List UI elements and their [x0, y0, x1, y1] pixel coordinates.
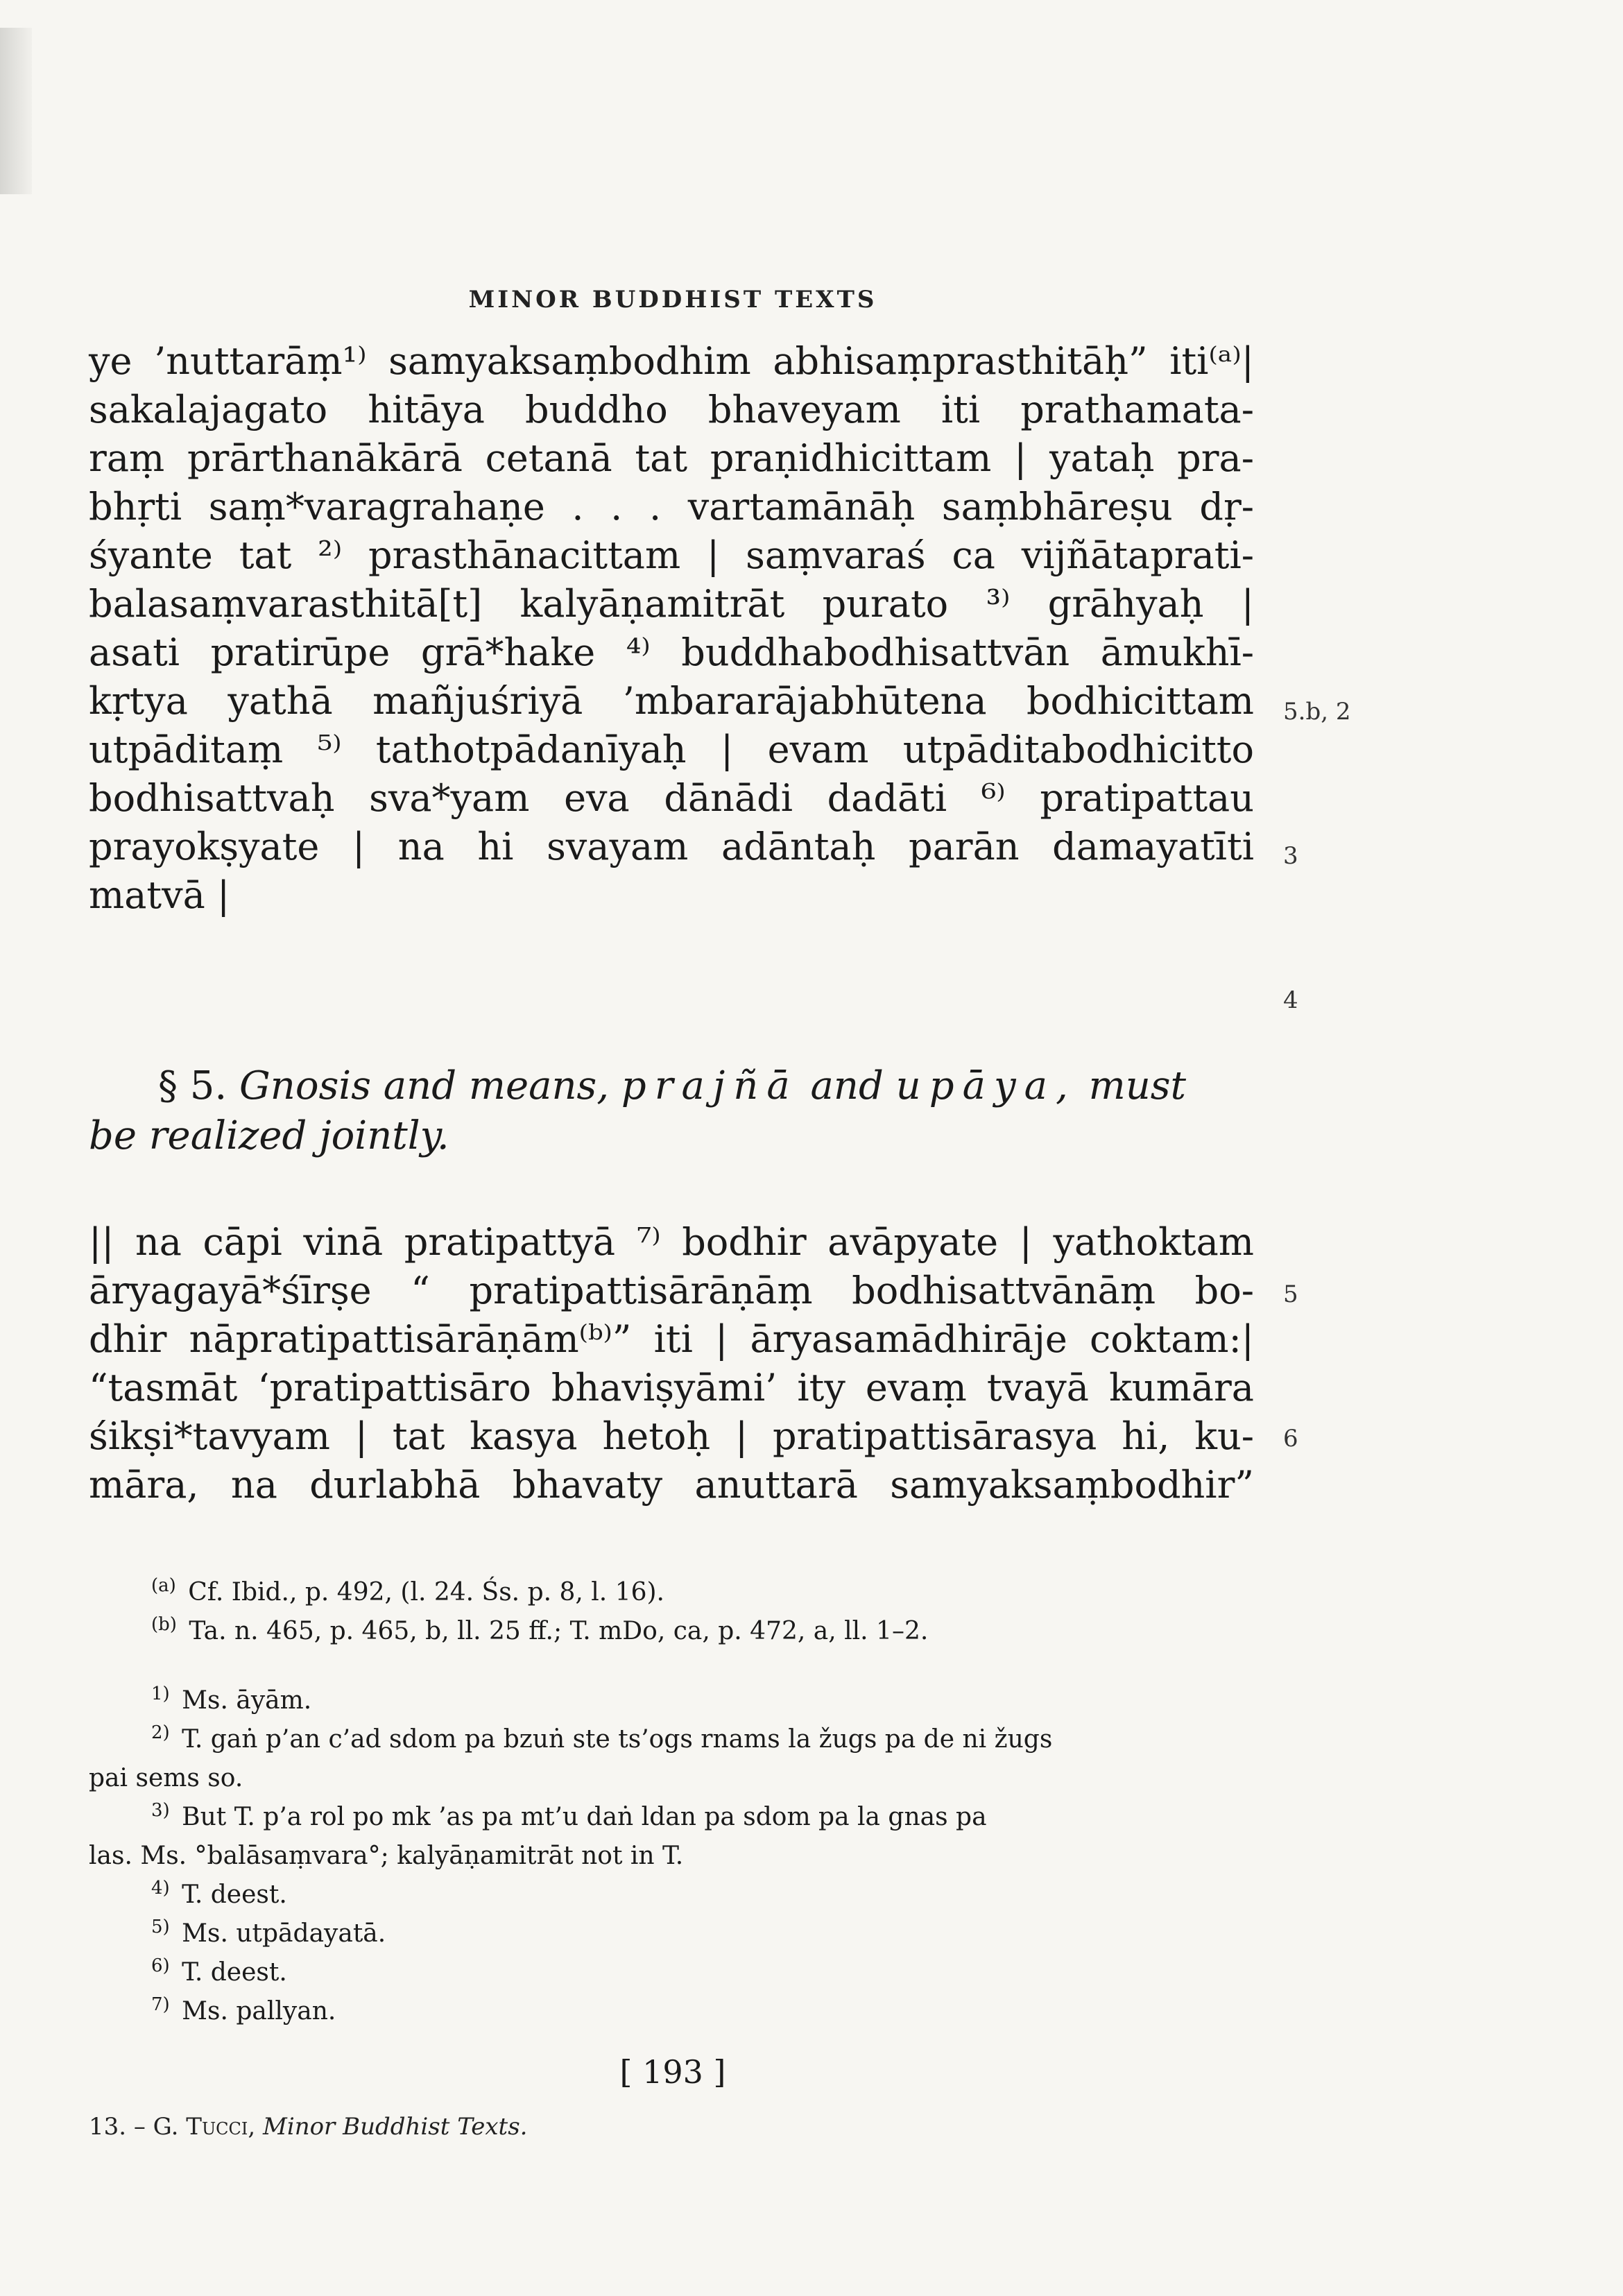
- letter-note: [89, 1573, 1254, 1612]
- section-number: § 5.: [158, 1063, 227, 1108]
- section-term-upaya: upāya,: [895, 1063, 1076, 1108]
- text-line: ye ’nuttarāṃ¹⁾ samyaksaṃbodhim abhisaṃprasthitāḥ” iti⁽ᵃ⁾|: [89, 339, 1254, 383]
- note-marker: 4): [151, 1878, 170, 1899]
- note-marker: 1): [151, 1684, 170, 1704]
- note-marker: 3): [151, 1800, 170, 1821]
- note-marker: 7): [151, 1994, 170, 2015]
- page-number: [ 193 ]: [619, 2053, 726, 2091]
- text-line: dhir nāpratipattisārāṇām⁽ᵇ⁾” iti | āryasamādhirāje coktam:|: [89, 1317, 1254, 1361]
- signature-author: Tucci,: [186, 2113, 256, 2141]
- note-marker: 6): [151, 1955, 170, 1976]
- text-line: sakalajagato hitāya buddho bhaveyam iti prathamata-: [89, 388, 1254, 431]
- scan-edge-mark: [0, 28, 32, 194]
- footnote-cont: [89, 1759, 1254, 1798]
- section-heading-cont: be realized jointly.: [89, 1113, 449, 1158]
- note-text: pai sems so.: [89, 1764, 243, 1792]
- margin-reference: 4: [1283, 986, 1298, 1014]
- section-title-part: Gnosis and means,: [239, 1063, 610, 1108]
- note-text: T. deest.: [182, 1958, 287, 1987]
- text-line: matvā |: [89, 873, 230, 917]
- text-line: utpāditaṃ ⁵⁾ tathotpādanīyaḥ | evam utpāditabodhicitto: [89, 728, 1254, 771]
- text-line: || na cāpi vinā pratipattyā ⁷⁾ bodhir avāpyate | yathoktam: [89, 1220, 1254, 1264]
- margin-reference: 6: [1283, 1425, 1298, 1453]
- note-marker: (b): [151, 1614, 177, 1635]
- note-marker: 2): [151, 1722, 170, 1743]
- note-marker: (a): [151, 1575, 176, 1596]
- running-header: MINOR BUDDHIST TEXTS: [468, 286, 877, 314]
- note-text: Ms. pallyan.: [182, 1997, 336, 2025]
- text-line: śyante tat ²⁾ prasthānacittam | saṃvaraś ca vijñātaprati-: [89, 533, 1254, 577]
- footnote: [89, 1914, 1254, 1953]
- margin-reference: 5.b, 2: [1283, 698, 1351, 726]
- section-heading: [89, 1061, 1254, 1111]
- section-title-part: and: [810, 1063, 884, 1108]
- footnote: [89, 1992, 1254, 2031]
- text-line: prayokṣyate | na hi svayam adāntaḥ parān damayatīti: [89, 825, 1254, 868]
- note-text: T. deest.: [182, 1881, 287, 1909]
- signature-line: [89, 2113, 527, 2141]
- note-text: Cf. Ibid., p. 492, (l. 24. Śs. p. 8, l. 16).: [188, 1578, 664, 1607]
- footnote: [89, 1798, 1254, 1837]
- text-line: bodhisattvaḥ sva*yam eva dānādi dadāti ⁶⁾ pratipattau: [89, 776, 1254, 820]
- note-marker: 5): [151, 1917, 170, 1937]
- note-text: Ms. āyām.: [182, 1686, 312, 1715]
- text-line: āryagayā*śīrṣe “ pratipattisārāṇāṃ bodhisattvānāṃ bo-: [89, 1269, 1254, 1312]
- text-line: “tasmāt ‘pratipattisāro bhaviṣyāmi’ ity evaṃ tvayā kumāra: [89, 1366, 1254, 1410]
- text-line: raṃ prārthanākārā cetanā tat praṇidhicittam | yataḥ pra-: [89, 436, 1254, 480]
- section-term-prajna: prajñā: [621, 1063, 798, 1108]
- footnote: [89, 1876, 1254, 1914]
- letter-note: [89, 1612, 1254, 1651]
- text-line: māra, na durlabhā bhavaty anuttarā samyaksaṃbodhir”: [89, 1463, 1254, 1507]
- footnote: [89, 1720, 1254, 1759]
- margin-reference: 3: [1283, 842, 1298, 870]
- note-text: las. Ms. °balāsaṃvara°; kalyāṇamitrāt not in T.: [89, 1842, 684, 1870]
- text-line: śikṣi*tavyam | tat kasya hetoḥ | pratipattisārasya hi, ku-: [89, 1414, 1254, 1458]
- text-line: bhṛti saṃ*varagrahaṇe . . . vartamānāḥ saṃbhāreṣu dṛ-: [89, 485, 1254, 529]
- footnote-cont: [89, 1837, 1254, 1876]
- footnote: [89, 1681, 1254, 1720]
- section-title-part: must: [1088, 1063, 1187, 1108]
- text-line: kṛtya yathā mañjuśriyā ’mbararājabhūtena bodhicittam: [89, 679, 1254, 723]
- signature-title: Minor Buddhist Texts.: [263, 2113, 528, 2141]
- note-text: Ms. utpādayatā.: [182, 1919, 386, 1948]
- margin-reference: 5: [1283, 1280, 1298, 1308]
- note-text: T. gaṅ p’an c’ad sdom pa bzuṅ ste ts’ogs rnams la žugs pa de ni žugs: [182, 1725, 1053, 1754]
- note-text: But T. p’a rol po mk ’as pa mt’u daṅ ldan pa sdom pa la gnas pa: [182, 1803, 987, 1831]
- signature-prefix: 13. – G.: [89, 2113, 179, 2141]
- text-line: balasaṃvarasthitā[t] kalyāṇamitrāt purato ³⁾ grāhyaḥ |: [89, 582, 1254, 626]
- note-text: Ta. n. 465, p. 465, b, ll. 25 ff.; T. mDo, ca, p. 472, a, ll. 1–2.: [189, 1617, 929, 1645]
- text-line: asati pratirūpe grā*hake ⁴⁾ buddhabodhisattvān āmukhī-: [89, 631, 1254, 674]
- footnote: [89, 1953, 1254, 1992]
